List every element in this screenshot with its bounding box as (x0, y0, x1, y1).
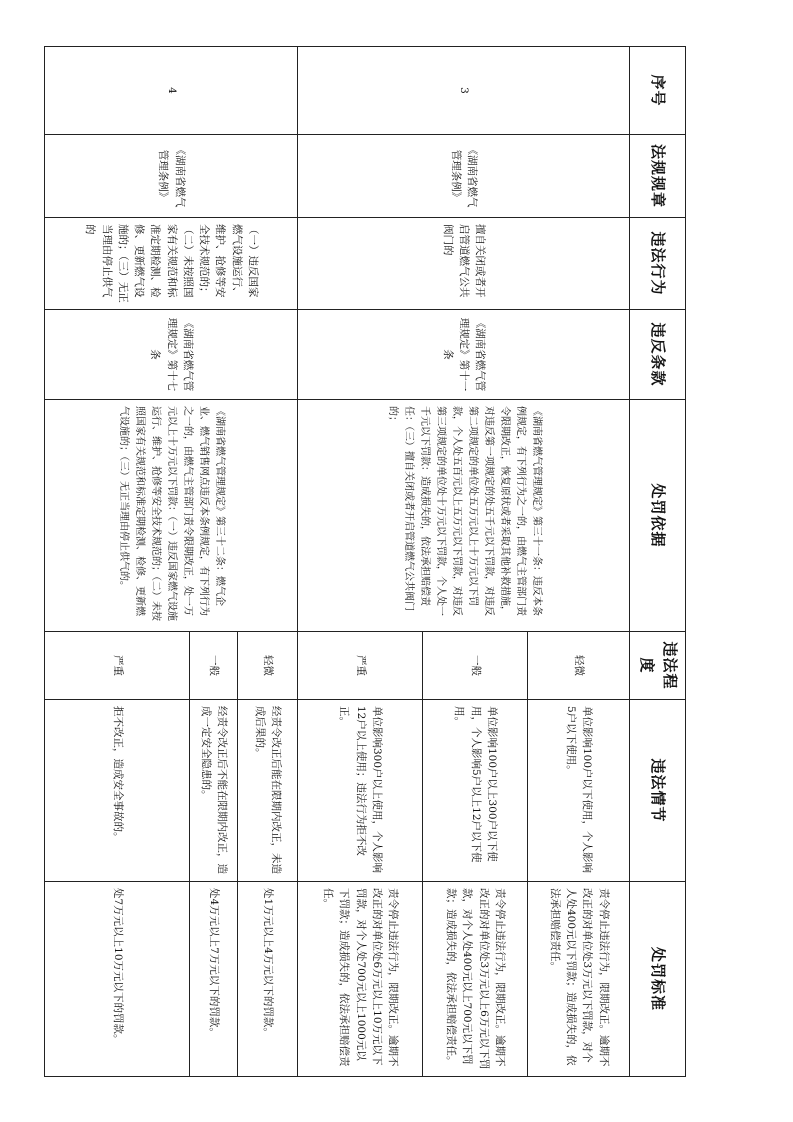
header-standard: 处罚标准 (630, 882, 686, 1077)
header-circumstance: 违法情节 (630, 700, 686, 882)
row3-degree-3: 严重 (298, 632, 423, 700)
row4-basis: 《湖南省燃气管理规定》第三十二条：燃气企业、燃气销售网点违反本条例规定，有下列行为之一的，由燃气主管部门责令限期改正，处一万元以上十万元以下罚款：（一）违反国家燃气设施运行、维护、抢修等安全技术规范的；（二）未按照国家有关规范和标准定期检测、检修、更新燃气设施的；（三）无正当理由停止供气的。 (45, 400, 298, 632)
row4-regulation: 《湖南省燃气管理条例》 (45, 135, 298, 218)
header-seq: 序号 (630, 47, 686, 135)
row4-seq: 4 (45, 47, 298, 135)
row3-basis: 《湖南省燃气管理规定》第三十一条：违反本条例规定，有下列行为之一的，由燃气主管部门责令限期改正，恢复原状或者采取其他补救措施，对违反第一项规定的处五千元以下罚款，对违反第二项规定的单位处五万元以上十万元以下罚款，个人处五百元以上五万元以下罚款，对违反第三项规定的单位处十万元以下罚款，个人处一千元以下罚款：造成损失的，依法承担赔偿责任：（三）擅自关闭或者开启管道燃气公共阀门的； (298, 400, 630, 632)
penalty-table (45, 46, 687, 1077)
row3-standard-3: 责令停止违法行为，限期改正。逾期不改正的对单位处6万元以上10万元以下罚款，对个人处700元以上1000元以下罚款；造成损失的，依法承担赔偿责任。 (298, 882, 423, 1077)
header-degree: 违法程度 (630, 632, 686, 700)
row3-degree-1: 轻微 (528, 632, 630, 700)
row4-circumstance-1: 经责令改正后能在限期内改正，未造成后果的。 (238, 700, 298, 882)
row3-standard-2: 责令停止违法行为，限期改正。逾期不改正的对单位处3万元以上6万元以下罚款，对个人处400元以上700元以下罚款；造成损失的，依法承担赔偿责任。 (423, 882, 528, 1077)
row3-seq: 3 (298, 47, 630, 135)
row4-article: 《湖南省燃气管理规定》第十七条 (45, 310, 298, 400)
rotated-page (55, 46, 686, 1076)
header-row (630, 47, 686, 1077)
row3-article: 《湖南省燃气管理规定》第十一条 (298, 310, 630, 400)
row4-standard-1: 处1万元以上4万元以下的罚款。 (238, 882, 298, 1077)
header-article: 违反条款 (630, 310, 686, 400)
row4-degree-2: 一般 (190, 632, 238, 700)
header-basis: 处罚依据 (630, 400, 686, 632)
table-row (238, 47, 298, 1077)
row3-behavior: 擅自关闭或者开启管道燃气公共阀门的 (298, 218, 630, 310)
header-behavior: 违法行为 (630, 218, 686, 310)
row4-degree-1: 轻微 (238, 632, 298, 700)
row3-regulation: 《湖南省燃气管理条例》 (298, 135, 630, 218)
row4-behavior: （一）违反国家燃气设施运行、维护、抢修等安全技术规范的；（二）未按照国家有关规范和标准定期检测、检修、更新燃气设施的；（三）无正当理由停止供气的 (45, 218, 298, 310)
table-row (528, 47, 630, 1077)
row3-circumstance-1: 单位影响100户以下使用，个人影响5户以下使用。 (528, 700, 630, 882)
row3-circumstance-3: 单位影响300户以上使用，个人影响12户以上使用；违法行为拒不改正。 (298, 700, 423, 882)
row4-circumstance-3: 拒不改正，造成安全事故的。 (45, 700, 190, 882)
row3-standard-1: 责令停止违法行为，限期改正。逾期不改正的对单位处3万元以下罚款，对个人处400元以下罚款；造成损失的，依法承担赔偿责任。 (528, 882, 630, 1077)
row4-circumstance-2: 经责令改正后不能在限期内改正，造成一定安全隐患的。 (190, 700, 238, 882)
row4-standard-2: 处4万元以上7万元以下的罚款。 (190, 882, 238, 1077)
header-regulation: 法规规章 (630, 135, 686, 218)
row3-degree-2: 一般 (423, 632, 528, 700)
row3-circumstance-2: 单位影响100户以上300户以下使用，个人影响5户以上12户以下使用。 (423, 700, 528, 882)
row4-standard-3: 处7万元以上10万元以下的罚款。 (45, 882, 190, 1077)
row4-degree-3: 严重 (45, 632, 190, 700)
